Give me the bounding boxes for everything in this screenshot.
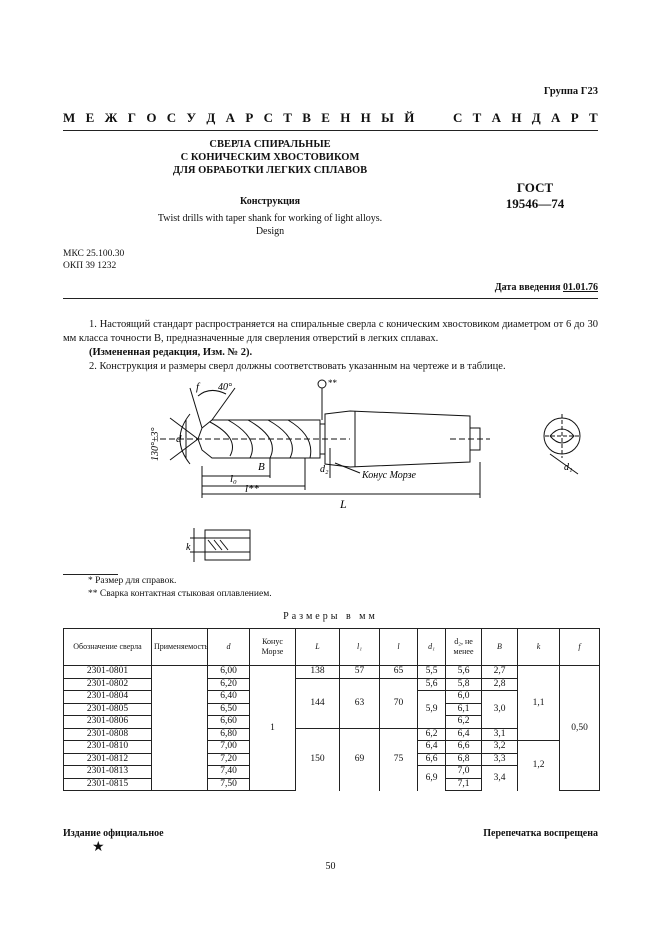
label-B: B <box>258 461 265 473</box>
header-k: k <box>518 629 560 666</box>
designation-cell: 2301-0805 <box>64 703 152 716</box>
designation-cell: 2301-0806 <box>64 716 152 729</box>
document-title <box>120 138 420 177</box>
d2-cell: 7,1 <box>446 778 482 791</box>
d1-cell: 5,6 <box>418 678 446 691</box>
B-cell: 3,4 <box>482 766 518 791</box>
label-k: k <box>186 542 191 553</box>
d-cell: 6,80 <box>208 728 250 741</box>
d2-cell: 6,8 <box>446 753 482 766</box>
table-row <box>64 666 600 679</box>
morse-taper-label: Конус Морзе <box>362 470 416 481</box>
header-B: B <box>482 629 518 666</box>
morse-cell: 1 <box>250 666 296 791</box>
standard-letter: А <box>551 110 561 125</box>
date-label: Дата введения <box>494 282 561 293</box>
angle-top-label: 40° <box>218 382 232 393</box>
page-number: 50 <box>325 861 336 872</box>
applicability-cell <box>152 666 208 791</box>
reprint-prohibited: Перепечатка воспрещена <box>483 828 598 839</box>
designation-cell: 2301-0813 <box>64 766 152 779</box>
designation-cell: 2301-0812 <box>64 753 152 766</box>
table-header-row <box>64 629 600 666</box>
d-cell: 7,20 <box>208 753 250 766</box>
interstate-letter: С <box>166 110 177 125</box>
d2-cell: 6,0 <box>446 691 482 704</box>
title-line-2: С КОНИЧЕСКИМ ХВОСТОВИКОМ <box>180 152 360 163</box>
designation-cell: 2301-0815 <box>64 778 152 791</box>
header-l1: l₁ <box>340 629 380 666</box>
designation-cell: 2301-0808 <box>64 728 152 741</box>
d2-cell: 7,0 <box>446 766 482 779</box>
d-cell: 6,20 <box>208 678 250 691</box>
interstate-letter: Г <box>127 110 137 125</box>
interstate-letter: Е <box>85 110 95 125</box>
header-morse: Конус Морзе <box>250 629 296 666</box>
standard-letter: Т <box>472 110 482 125</box>
date-rule <box>63 298 598 299</box>
classification-codes <box>63 248 124 272</box>
B-cell: 3,1 <box>482 728 518 741</box>
d-cell: 6,50 <box>208 703 250 716</box>
standard-letter: С <box>452 110 463 125</box>
heading-gap <box>425 110 443 126</box>
interstate-letter: Й <box>404 110 415 125</box>
header-f: f <box>560 629 600 666</box>
group-code: Группа Г23 <box>543 86 598 97</box>
date-value: 01.01.76 <box>563 282 598 293</box>
header-d1: d₁ <box>418 629 446 666</box>
interstate-letter: М <box>63 110 76 125</box>
label-l0: l₀ <box>230 473 237 485</box>
L-cell: 150 <box>296 728 340 791</box>
interstate-letter: Н <box>360 110 371 125</box>
title-line-1: СВЕРЛА СПИРАЛЬНЫЕ <box>209 139 331 150</box>
label-f: f <box>196 381 200 393</box>
standard-letter: А <box>491 110 502 125</box>
interstate-letter: Ж <box>104 110 118 125</box>
footnote-1: * Размер для справок. <box>88 576 177 586</box>
d1-cell: 6,6 <box>418 753 446 766</box>
d1-cell: 6,9 <box>418 766 446 791</box>
header-L: L <box>296 629 340 666</box>
interstate-letter: Д <box>206 110 216 125</box>
f-cell: 0,50 <box>560 666 600 791</box>
d-cell: 6,60 <box>208 716 250 729</box>
d2-cell: 6,4 <box>446 728 482 741</box>
d-cell: 6,00 <box>208 666 250 679</box>
interstate-letter: Т <box>283 110 292 125</box>
title-line-3: ДЛЯ ОБРАБОТКИ ЛЕГКИХ СПЛАВОВ <box>172 165 368 176</box>
paragraph-1: 1. Настоящий стандарт распространяется на спиральные сверла с коническим хвостовиком диаметром от 6 до 30 мм класса точности В, предназначенные для сверления отверстий в легких сплавах. <box>63 319 598 344</box>
label-d1: d₁ <box>564 462 573 473</box>
paragraph-2: 2. Конструкция и размеры сверл должны соответствовать указанным на чертеже и в таблице. <box>89 361 506 372</box>
taper-shank <box>325 411 470 467</box>
interstate-letter: С <box>263 110 273 125</box>
d2-cell: 6,6 <box>446 741 482 754</box>
designation-cell: 2301-0810 <box>64 741 152 754</box>
B-cell: 3,3 <box>482 753 518 766</box>
l-cell: 65 <box>380 666 418 679</box>
interstate-letter: О <box>146 110 157 125</box>
chisel-edge-detail <box>190 528 250 562</box>
interstate-letter: Е <box>321 110 330 125</box>
header-rule <box>63 130 598 131</box>
d1-cell: 5,9 <box>418 691 446 729</box>
header-l: l <box>380 629 418 666</box>
designation-cell: 2301-0802 <box>64 678 152 691</box>
interstate-letter: В <box>302 110 311 125</box>
label-L: L <box>340 497 347 511</box>
d-cell: 7,40 <box>208 766 250 779</box>
label-lstar: l** <box>245 483 260 495</box>
drill-drawing <box>150 378 610 578</box>
d-cell: 7,50 <box>208 778 250 791</box>
k-cell: 1,1 <box>518 666 560 741</box>
d2-cell: 5,8 <box>446 678 482 691</box>
header-designation: Обозначение сверла <box>64 629 152 666</box>
B-cell: 3,2 <box>482 741 518 754</box>
header-d: d <box>208 629 250 666</box>
l1-cell: 63 <box>340 678 380 728</box>
B-cell: 3,0 <box>482 691 518 729</box>
footnote-2: ** Сварка контактная стыковая оплавлением. <box>88 589 272 599</box>
star-icon: ★ <box>92 840 105 855</box>
standard-letter: Н <box>511 110 522 125</box>
d1-cell: 6,2 <box>418 728 446 741</box>
angle-side-label: 130°±3° <box>150 427 161 461</box>
table-caption: Размеры в мм <box>283 611 378 622</box>
B-cell: 2,8 <box>482 678 518 691</box>
interstate-letter: А <box>225 110 235 125</box>
interstate-letter: Н <box>340 110 351 125</box>
designation-cell: 2301-0804 <box>64 691 152 704</box>
l1-cell: 57 <box>340 666 380 679</box>
interstate-standard-heading <box>63 110 598 126</box>
gost-label: ГОСТ <box>516 180 554 195</box>
label-d2: d₂ <box>320 464 329 475</box>
d2-cell: 6,2 <box>446 716 482 729</box>
gost-number-value: 19546—74 <box>505 196 565 211</box>
l-cell: 70 <box>380 678 418 728</box>
designation-cell: 2301-0801 <box>64 666 152 679</box>
english-title <box>100 212 440 238</box>
d2-cell: 6,1 <box>446 703 482 716</box>
standard-letter: Р <box>570 110 579 125</box>
label-d: d <box>176 433 182 445</box>
d-cell: 6,40 <box>208 691 250 704</box>
d2-cell: 5,6 <box>446 666 482 679</box>
gost-number <box>480 180 590 212</box>
l-cell: 75 <box>380 728 418 791</box>
standard-letter: Д <box>531 110 541 125</box>
dimensions-table <box>63 628 600 791</box>
header-d2: d₂, не менее <box>446 629 482 666</box>
paragraph-1-change-note: (Измененная редакция, Изм. № 2). <box>89 347 253 358</box>
introduction-date <box>495 282 598 293</box>
l1-cell: 69 <box>340 728 380 791</box>
d1-cell: 5,5 <box>418 666 446 679</box>
official-edition: Издание официальное <box>63 828 164 839</box>
english-title-line-1: Twist drills with taper shank for working of light alloys. <box>157 213 383 224</box>
standard-letter: Т <box>589 110 598 125</box>
footnote-rule <box>63 574 118 575</box>
interstate-letter: Ы <box>381 110 394 125</box>
subtitle-construction: Конструкция <box>239 196 301 207</box>
B-cell: 2,7 <box>482 666 518 679</box>
weld-mark-label: ** <box>328 378 337 388</box>
k-cell: 1,2 <box>518 741 560 791</box>
interstate-letter: Р <box>245 110 254 125</box>
english-title-line-2: Design <box>255 226 285 237</box>
d1-cell: 6,4 <box>418 741 446 754</box>
d-cell: 7,00 <box>208 741 250 754</box>
header-applicability: Применяемость <box>152 629 208 666</box>
L-cell: 144 <box>296 678 340 728</box>
okp-code: ОКП 39 1232 <box>63 261 117 271</box>
mks-code: МКС 25.100.30 <box>63 249 125 259</box>
L-cell: 138 <box>296 666 340 679</box>
interstate-letter: У <box>186 110 197 125</box>
